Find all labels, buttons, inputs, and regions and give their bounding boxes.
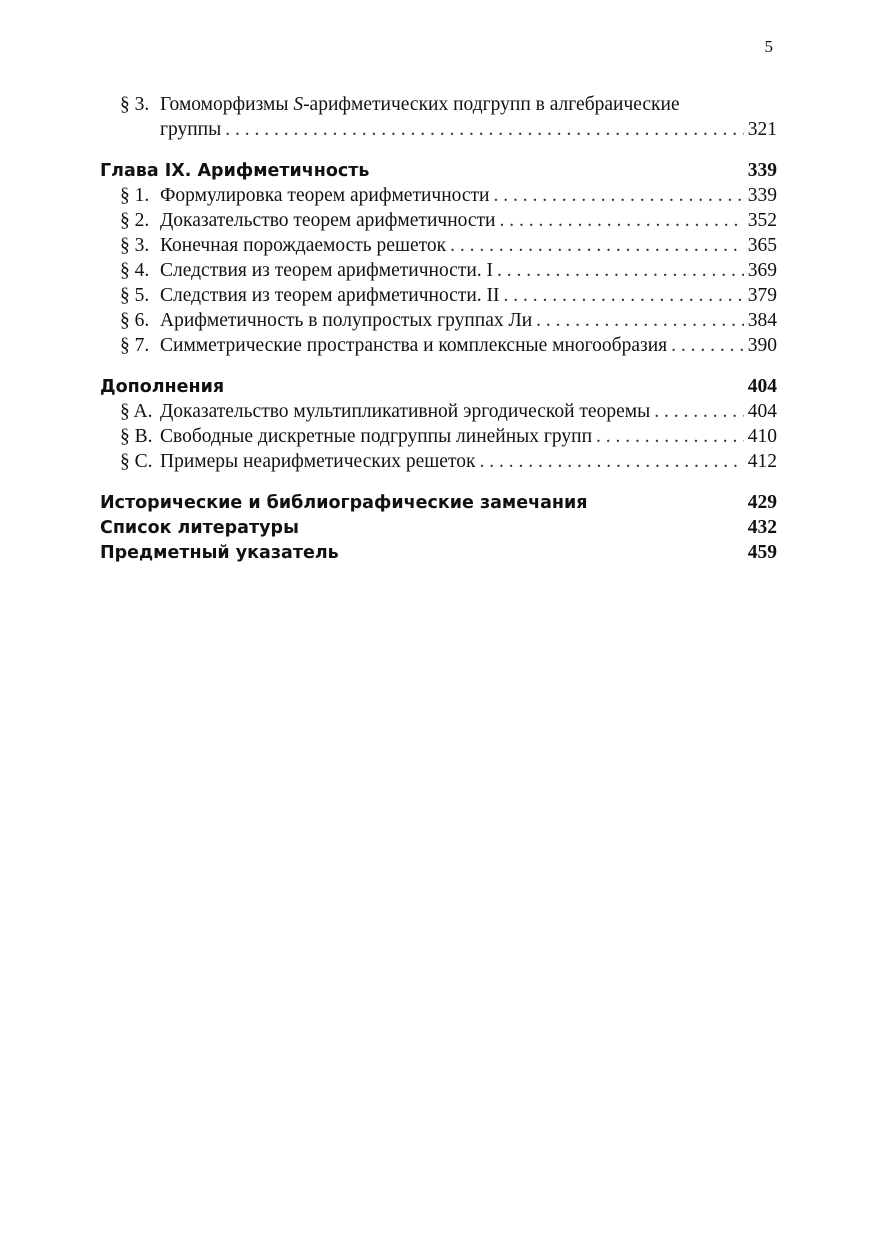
page-ref: 404 (747, 401, 777, 422)
section-number: § 7. (120, 335, 150, 356)
section-title: Свободные дискретные подгруппы линейных групп (160, 426, 593, 447)
section-number: § B. (120, 426, 153, 447)
page-ref: 369 (747, 260, 777, 281)
page-ref: 321 (747, 119, 777, 140)
leader-dots (596, 424, 744, 449)
toc-entry-appendix-c[interactable] (100, 449, 777, 474)
section-number: § A. (120, 401, 153, 422)
toc-entry-ch9-s3[interactable] (100, 233, 777, 258)
page-ref: 384 (747, 310, 777, 331)
leader-dots (499, 208, 743, 233)
leader-dots (671, 333, 744, 358)
leader-dots (479, 449, 743, 474)
page-ref: 365 (747, 235, 777, 256)
page-ref: 429 (747, 492, 777, 513)
page-ref: 339 (747, 185, 777, 206)
toc-entry-appendix-a[interactable] (100, 399, 777, 424)
page-ref: 352 (747, 210, 777, 231)
page-ref: 410 (747, 426, 777, 447)
section-title: Конечная порождаемость решеток (160, 235, 447, 256)
section-number: § 2. (120, 210, 150, 231)
toc-entry-ch9-s1[interactable] (100, 183, 777, 208)
leader-dots (504, 283, 744, 308)
leader-dots (450, 233, 744, 258)
chapter-title: Предметный указатель (100, 543, 339, 563)
page-ref: 390 (747, 335, 777, 356)
toc-bibliography[interactable] (100, 515, 777, 540)
section-title: Симметрические пространства и комплексные многообразия (160, 335, 668, 356)
toc-entry-ch9-s7[interactable] (100, 333, 777, 358)
toc-entry-ch9-s5[interactable] (100, 283, 777, 308)
section-title: Доказательство мультипликативной эргодической теоремы (160, 401, 651, 422)
toc-chapter-9[interactable] (100, 158, 777, 183)
page-ref: 412 (747, 451, 777, 472)
section-number: § 3. (120, 235, 150, 256)
section-title: Доказательство теорем арифметичности (160, 210, 496, 231)
chapter-title: Глава IX. Арифметичность (100, 161, 370, 181)
section-number: § 1. (120, 185, 150, 206)
section-title: Формулировка теорем арифметичности (160, 185, 490, 206)
leader-dots (536, 308, 744, 333)
toc-entry-appendix-b[interactable] (100, 424, 777, 449)
toc-entry-ch8-s3[interactable] (100, 92, 777, 117)
page-number: 5 (764, 37, 773, 56)
leader-dots (654, 399, 744, 424)
toc-entry-ch9-s4[interactable] (100, 258, 777, 283)
chapter-title: Список литературы (100, 518, 299, 538)
section-title: Гомоморфизмы S-арифметических подгрупп в алгебраические (160, 94, 680, 115)
toc-historical-notes[interactable] (100, 490, 777, 515)
section-title: Следствия из теорем арифметичности. I (160, 260, 494, 281)
toc-subject-index[interactable] (100, 540, 777, 565)
section-title: Следствия из теорем арифметичности. II (160, 285, 500, 306)
section-title-continuation: группы (160, 119, 222, 140)
leader-dots (497, 258, 744, 283)
toc-entry-ch9-s6[interactable] (100, 308, 777, 333)
section-number: § 5. (120, 285, 150, 306)
chapter-title: Исторические и библиографические замечания (100, 493, 588, 513)
page-ref: 459 (747, 542, 777, 563)
page-ref: 404 (747, 376, 777, 397)
leader-dots (225, 117, 744, 142)
page-ref: 339 (747, 160, 777, 181)
leader-dots (494, 183, 744, 208)
chapter-title: Дополнения (100, 377, 225, 397)
section-number: § 6. (120, 310, 150, 331)
section-title: Арифметичность в полупростых группах Ли (160, 310, 533, 331)
page-ref: 432 (747, 517, 777, 538)
section-title: Примеры неарифметических решеток (160, 451, 476, 472)
toc-entry-ch8-s3-continuation[interactable] (100, 117, 777, 142)
toc-entry-ch9-s2[interactable] (100, 208, 777, 233)
page-ref: 379 (747, 285, 777, 306)
toc-appendix[interactable] (100, 374, 777, 399)
section-number: § C. (120, 451, 153, 472)
table-of-contents (100, 92, 777, 565)
section-number: § 3. (120, 94, 150, 115)
section-number: § 4. (120, 260, 150, 281)
